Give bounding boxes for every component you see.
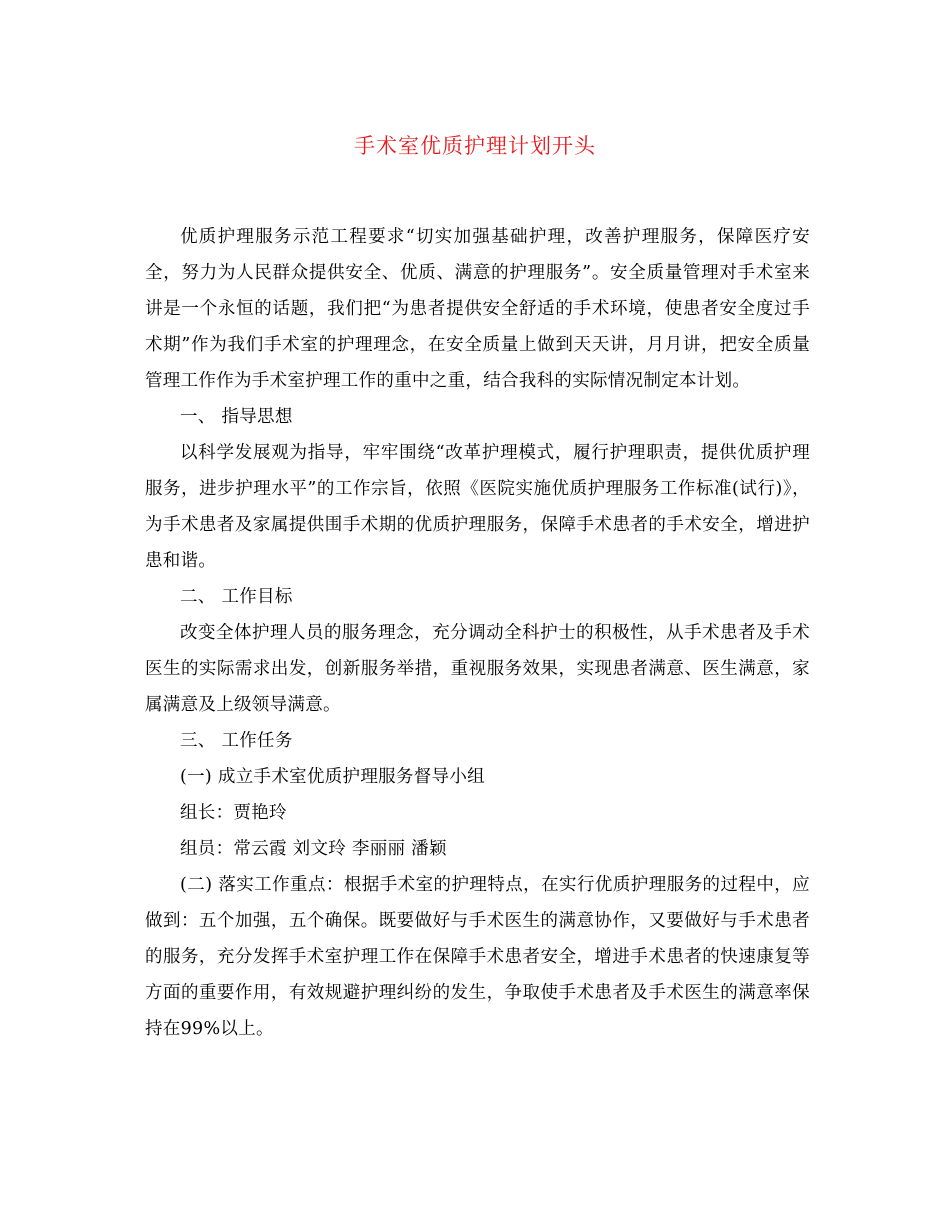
intro-paragraph: 优质护理服务示范工程要求“切实加强基础护理，改善护理服务，保障医疗安全，努力为人民群众提供安全、优质、满意的护理服务”。安全质量管理对手术室来讲是一个永恒的话题，我们把“为患者提供安全舒适的手术环境，使患者安全度过手术期”作为我们手术室的护理理念，在安全质量上做到天天讲，月月讲，把安全质量管理工作作为手术室护理工作的重中之重，结合我科的实际情况制定本计划。 [145,227,810,391]
group-members-line: 组员：常云霞 刘文玲 李丽丽 潘颖 [180,839,447,859]
work-goals-paragraph: 改变全体护理人员的服务理念，充分调动全科护士的积极性，从手术患者及手术医生的实际需求出发，创新服务举措，重视服务效果，实现患者满意、医生满意，家属满意及上级领导满意。 [145,623,810,715]
section-heading-guiding-ideology: 一、 指导思想 [180,407,293,427]
subsection-heading-supervision-group: (一) 成立手术室优质护理服务督导小组 [180,767,485,787]
document-title: 手术室优质护理计划开头 [354,134,596,158]
section-heading-work-tasks: 三、 工作任务 [180,731,293,751]
group-leader-line: 组长：贾艳玲 [180,803,287,823]
section-heading-work-goals: 二、 工作目标 [180,587,293,607]
guiding-ideology-paragraph: 以科学发展观为指导，牢牢围绕“改革护理模式，履行护理职责，提供优质护理服务，进步护理水平”的工作宗旨，依照《医院实施优质护理服务工作标准(试行)》，为手术患者及家属提供围手术期的优质护理服务，保障手术患者的手术安全，增进护患和谐。 [145,443,810,571]
work-focus-paragraph: (二) 落实工作重点：根据手术室的护理特点，在实行优质护理服务的过程中，应做到：五个加强，五个确保。既要做好与手术医生的满意协作，又要做好与手术患者的服务，充分发挥手术室护理工作在保障手术患者安全，增进手术患者的快速康复等方面的重要作用，有效规避护理纠纷的发生，争取使手术患者及手术医生的满意率保持在99%以上。 [145,875,810,1039]
document-body [145,219,810,1047]
